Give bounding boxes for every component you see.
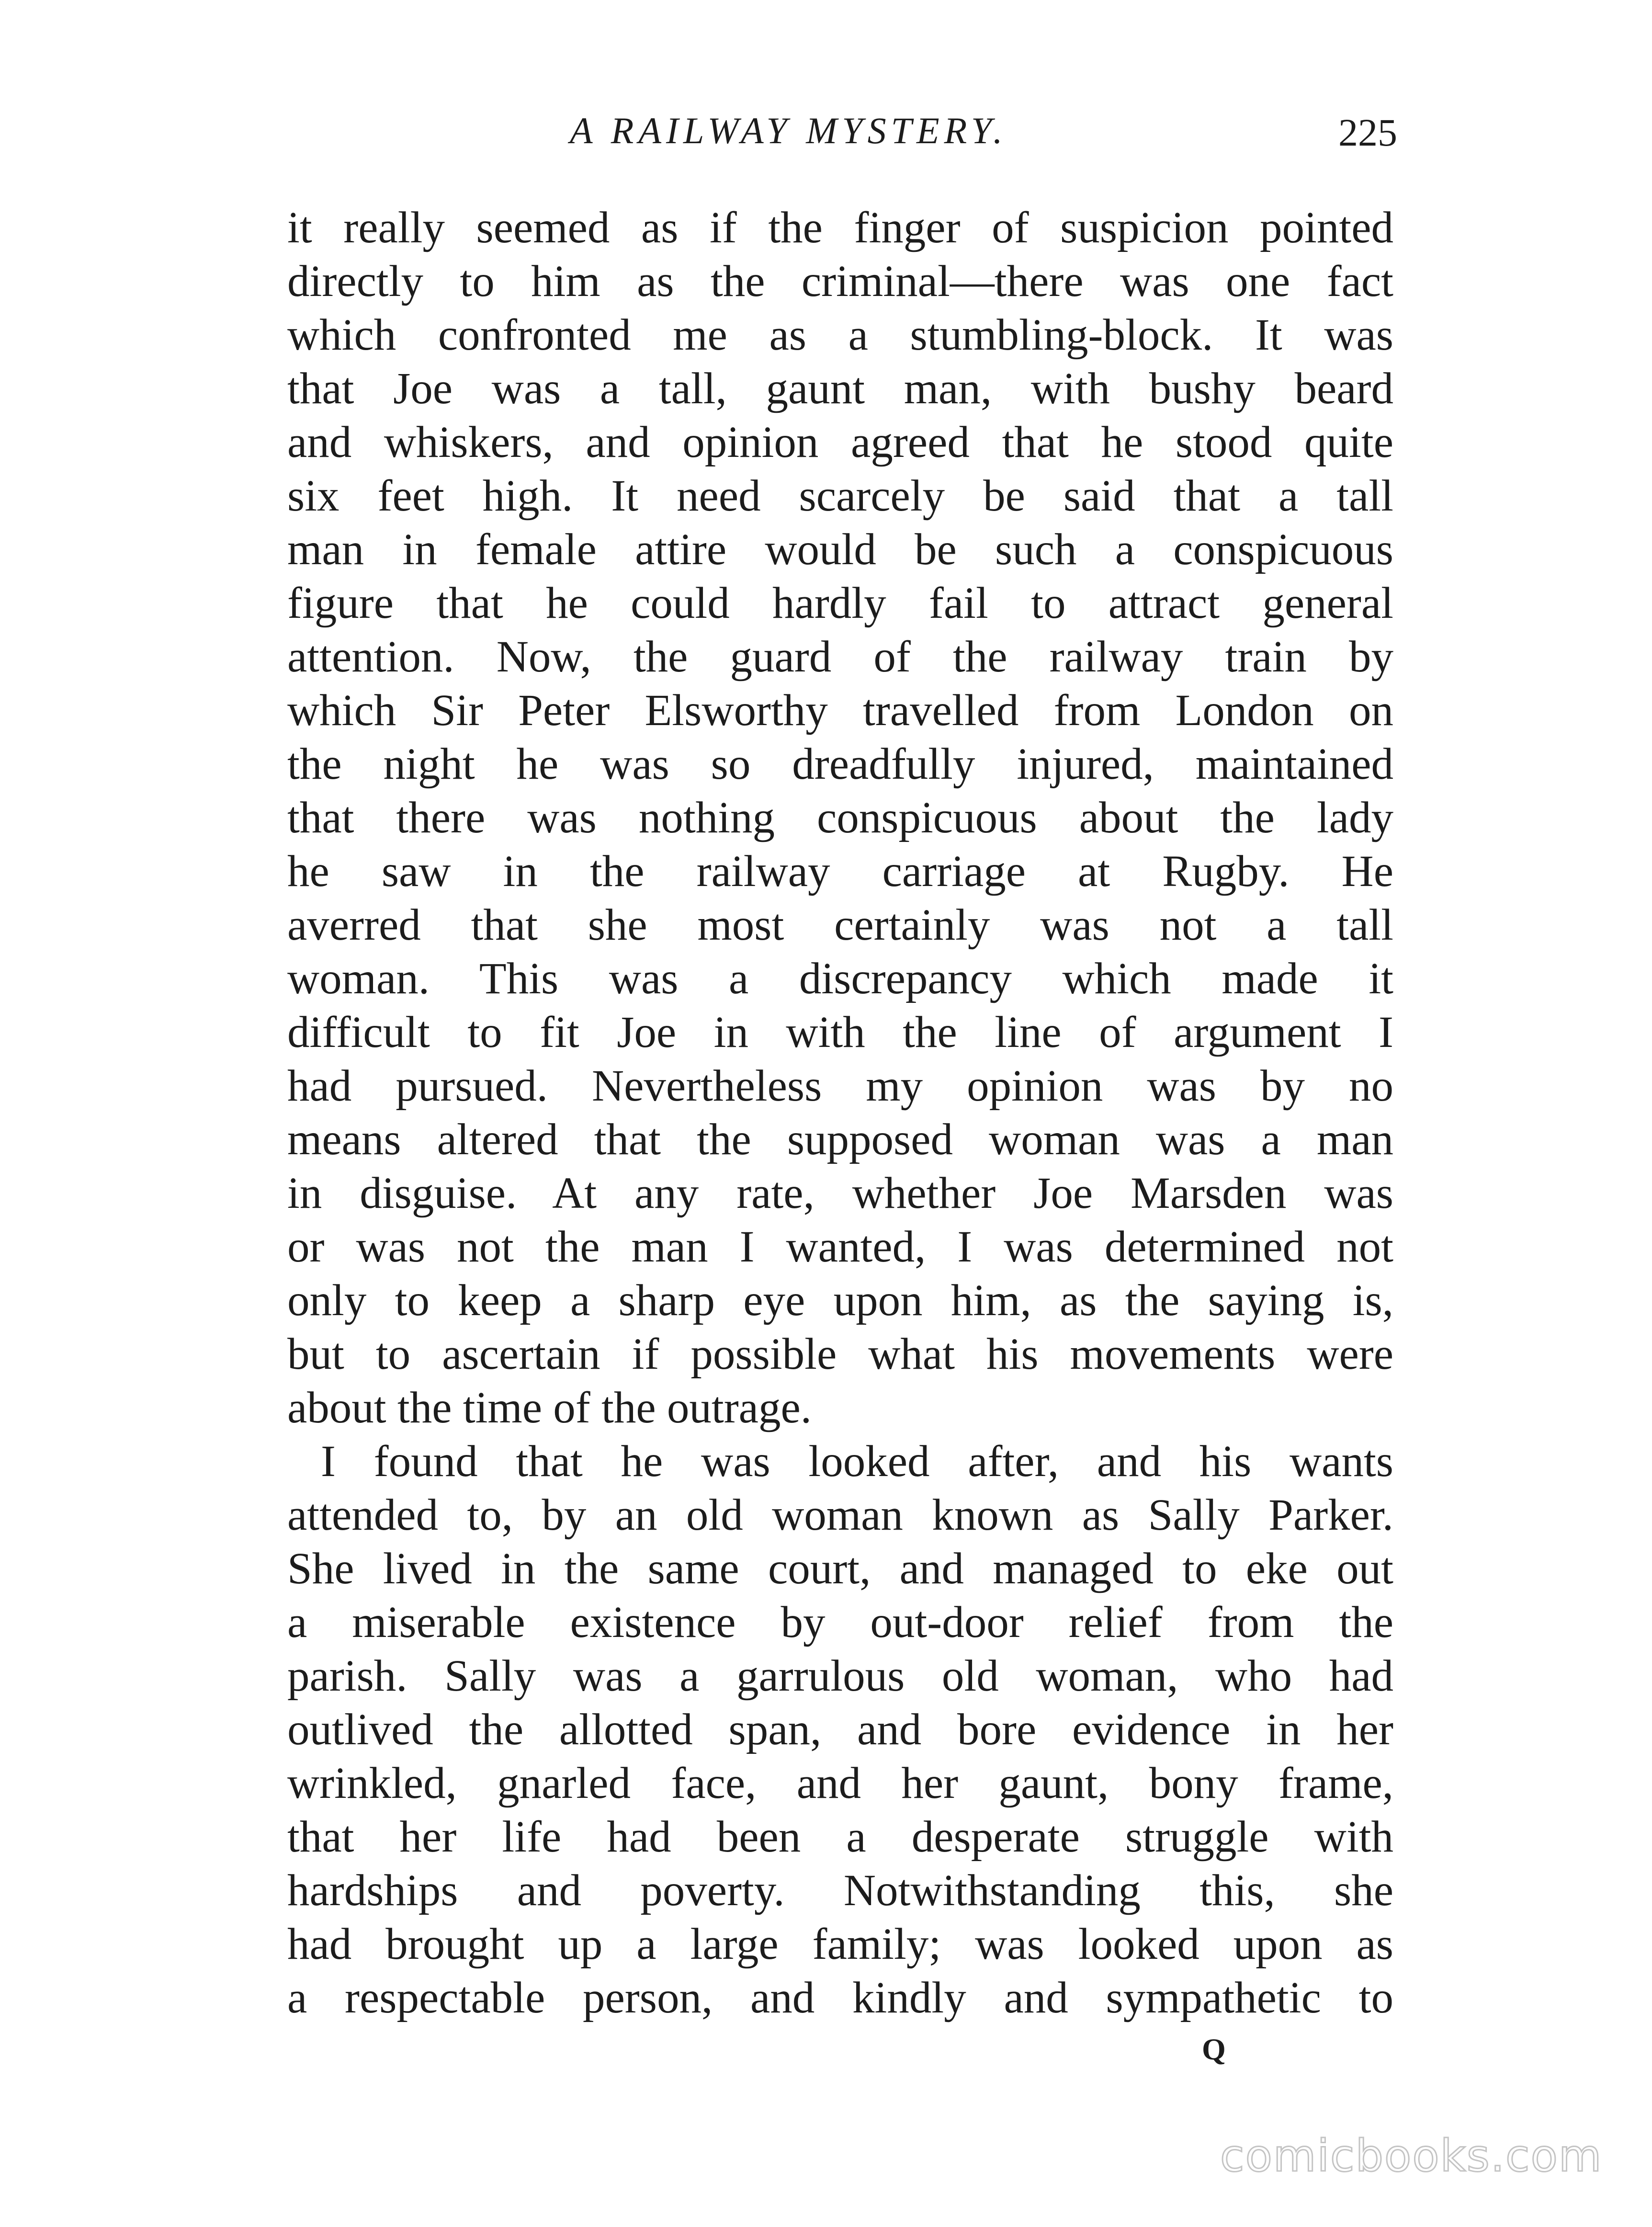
text-line: the night he was so dreadfully injured, maintained (287, 739, 1393, 789)
text-line: had brought up a large family; was looked upon as (287, 1920, 1393, 1969)
text-line: difficult to fit Joe in with the line of argument I (287, 1008, 1393, 1057)
text-line: wrinkled, gnarled face, and her gaunt, bony frame, (287, 1759, 1393, 1808)
paragraph-2 (287, 1435, 1393, 2025)
text-line: directly to him as the criminal—there was one fact (287, 257, 1393, 306)
running-title: A RAILWAY MYSTERY. (570, 110, 1007, 151)
text-line: woman. This was a discrepancy which made it (287, 954, 1393, 1003)
body-text (287, 201, 1393, 2025)
page-number: 225 (1338, 111, 1397, 154)
text-line: in disguise. At any rate, whether Joe Marsden was (287, 1169, 1393, 1218)
paragraph-1 (287, 201, 1393, 1435)
text-line: I found that he was looked after, and his wants (321, 1437, 1393, 1486)
text-line: man in female attire would be such a conspicuous (287, 525, 1393, 574)
text-line: six feet high. It need scarcely be said that a tall (287, 471, 1393, 521)
text-line: about the time of the outrage. (287, 1383, 812, 1432)
text-line: outlived the allotted span, and bore evidence in her (287, 1705, 1393, 1754)
text-line: that her life had been a desperate struggle with (287, 1812, 1393, 1862)
text-line: She lived in the same court, and managed to eke out (287, 1544, 1393, 1593)
signature-mark: Q (1202, 2032, 1226, 2066)
text-line: had pursued. Nevertheless my opinion was by no (287, 1061, 1393, 1111)
text-line: which Sir Peter Elsworthy travelled from London on (287, 686, 1393, 735)
text-line: which confronted me as a stumbling-block. It was (287, 310, 1393, 360)
text-line: that Joe was a tall, gaunt man, with bushy beard (287, 364, 1393, 413)
text-line: that there was nothing conspicuous about the lady (287, 793, 1393, 842)
text-line: attended to, by an old woman known as Sally Parker. (287, 1490, 1393, 1540)
text-line: attention. Now, the guard of the railway train by (287, 632, 1393, 682)
text-line: and whiskers, and opinion agreed that he stood quite (287, 418, 1393, 467)
text-line: but to ascertain if possible what his movements were (287, 1329, 1393, 1379)
text-line: it really seemed as if the finger of suspicion pointed (287, 203, 1393, 252)
text-line: averred that she most certainly was not a tall (287, 900, 1393, 950)
text-line: he saw in the railway carriage at Rugby. He (287, 847, 1393, 896)
text-line: hardships and poverty. Notwithstanding this, she (287, 1866, 1393, 1915)
text-line: only to keep a sharp eye upon him, as the saying is, (287, 1276, 1393, 1325)
watermark: comicbooks.com (1220, 2130, 1603, 2182)
text-line: figure that he could hardly fail to attract general (287, 579, 1393, 628)
text-line: means altered that the supposed woman was a man (287, 1115, 1393, 1164)
text-line: or was not the man I wanted, I was determined not (287, 1222, 1393, 1272)
text-line: a miserable existence by out-door relief from the (287, 1598, 1393, 1647)
text-line: parish. Sally was a garrulous old woman, who had (287, 1651, 1393, 1701)
text-line: a respectable person, and kindly and sympathetic to (287, 1973, 1393, 2022)
